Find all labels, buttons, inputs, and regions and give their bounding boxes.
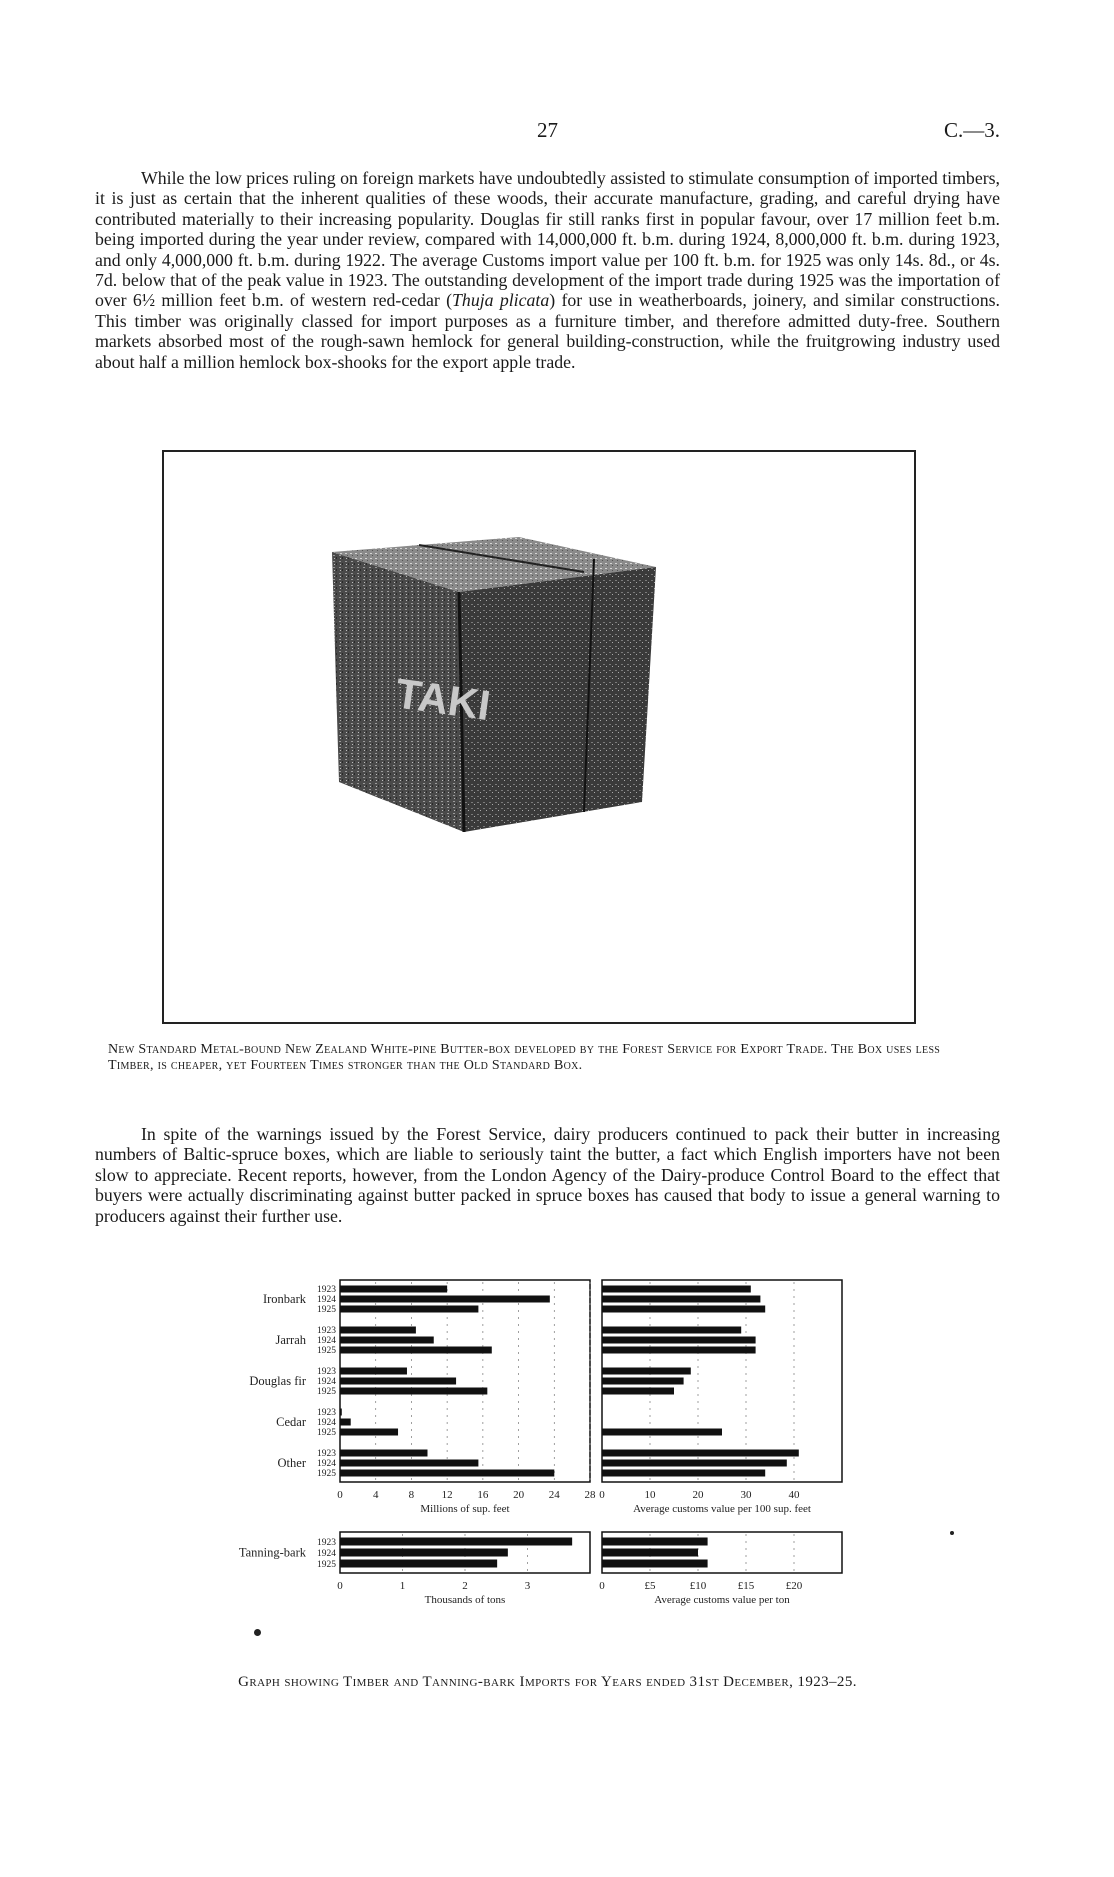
- x-tick-label: 12: [441, 1489, 453, 1501]
- category-label: Douglas fir: [249, 1374, 306, 1388]
- year-label: 1925: [317, 1387, 336, 1397]
- year-label: 1923: [317, 1449, 336, 1459]
- year-label: 1923: [317, 1285, 336, 1295]
- x-tick-label: 4: [372, 1489, 379, 1501]
- bar: [602, 1429, 722, 1436]
- year-label: 1924: [317, 1549, 336, 1559]
- photo-caption: New Standard Metal-bound New Zealand White-pine Butter-box developed by the Forest Service for Export Trade. The Box uses less Timber, is cheaper, yet Fourteen Times stronger than the Old Standard Box.: [108, 1042, 941, 1073]
- page-header: [95, 118, 1000, 142]
- x-axis-label: Millions of sup. feet: [420, 1503, 510, 1515]
- bar: [602, 1460, 787, 1467]
- bar: [340, 1549, 508, 1557]
- year-label: 1925: [317, 1428, 336, 1438]
- page-number: 27: [537, 118, 558, 142]
- x-tick-label: 16: [477, 1489, 489, 1501]
- bar: [340, 1419, 351, 1426]
- bar: [602, 1327, 741, 1334]
- bar: [340, 1378, 456, 1385]
- year-label: 1924: [317, 1459, 336, 1469]
- year-label: 1924: [317, 1336, 336, 1346]
- x-tick-label: 20: [513, 1489, 525, 1501]
- bar: [340, 1429, 398, 1436]
- category-label: Ironbark: [262, 1292, 306, 1306]
- year-label: 1924: [317, 1377, 336, 1387]
- bar: [602, 1368, 691, 1375]
- x-tick-label: 1: [399, 1580, 406, 1592]
- bar: [340, 1560, 497, 1568]
- year-label: 1925: [317, 1346, 336, 1356]
- bar: [340, 1327, 416, 1334]
- bar: [340, 1409, 342, 1416]
- paragraph-imports: [95, 168, 1000, 372]
- butter-box-photo: [162, 450, 916, 1024]
- bar: [340, 1368, 407, 1375]
- x-tick-label: 0: [337, 1580, 343, 1592]
- x-tick-label: £5: [644, 1580, 656, 1592]
- bar: [602, 1337, 756, 1344]
- year-label: 1923: [317, 1408, 336, 1418]
- paragraph-text-a: While the low prices ruling on foreign markets have undoubtedly assisted to stimulate consumption of imported timbers, it is just as certain that the inherent qualities of these woods, their accurate manufacture, grading, and careful drying have contributed materially to their increasing popularity. Douglas fir still ranks first in popular favour, over 17 million feet b.m. being imported during the year under review, compared with 14,000,000 ft. b.m. during 1924, 8,000,000 ft. b.m. during 1923, and only 4,000,000 ft. b.m. during 1922. The average Customs import value per 100 ft. b.m. for 1925 was only 14s. 8d., or 4s. 7d. below that of the peak value in 1923. The outstanding development of the import trade during 1925 was the importation of over 6½ million feet b.m. of western red-cedar (: [95, 168, 1000, 311]
- bar: [340, 1538, 572, 1546]
- bar: [602, 1347, 756, 1354]
- bar: [340, 1286, 447, 1293]
- year-label: 1924: [317, 1418, 336, 1428]
- box-label: TAKI: [392, 669, 494, 730]
- bar: [340, 1296, 550, 1303]
- category-label: Other: [277, 1456, 306, 1470]
- bar: [602, 1538, 708, 1546]
- x-axis-label: Average customs value per ton: [654, 1594, 790, 1606]
- paragraph-butter-boxes: In spite of the warnings issued by the Forest Service, dairy producers continued to pack their butter in increasing numbers of Baltic-spruce boxes, which are liable to seriously taint the butter, a fact which English importers have not been slow to appreciate. Recent reports, however, from the London Agency of the Dairy-produce Control Board to the effect that buyers were actually discriminating against butter packed in spruce boxes has caused that body to issue a general warning to producers against their further use.: [95, 1124, 1000, 1226]
- bar: [602, 1549, 698, 1557]
- stray-mark: [254, 1629, 261, 1636]
- document-reference: C.—3.: [943, 118, 1000, 142]
- bar: [602, 1470, 765, 1477]
- x-axis-label: Thousands of tons: [424, 1594, 506, 1606]
- bar: [602, 1286, 751, 1293]
- year-label: 1923: [317, 1538, 336, 1548]
- species-name: Thuja plicata: [452, 290, 550, 311]
- bar: [340, 1388, 487, 1395]
- bar: [340, 1337, 434, 1344]
- x-axis-label: Average customs value per 100 sup. feet: [633, 1503, 811, 1515]
- butter-box-illustration: [164, 452, 914, 1022]
- bark-chart-group: [239, 1532, 842, 1606]
- bar: [340, 1450, 428, 1457]
- x-tick-label: 0: [599, 1489, 605, 1501]
- stray-mark: [950, 1531, 954, 1535]
- x-tick-label: 0: [599, 1580, 605, 1592]
- bar: [602, 1560, 708, 1568]
- paragraph-text-b: ) for use in weatherboards, joinery, and similar constructions. This timber was originally classed for import purposes as a furniture timber, and therefore admitted duty-free. Southern markets absorbed most of the rough-sawn hemlock for general building-construction, while the fruitgrowing industry used about half a million hemlock box-shooks for the export apple trade.: [95, 290, 1000, 372]
- bar: [602, 1306, 765, 1313]
- year-label: 1925: [317, 1560, 336, 1570]
- year-label: 1923: [317, 1326, 336, 1336]
- bar: [602, 1388, 674, 1395]
- imports-graph: [210, 1278, 850, 1658]
- x-tick-label: 3: [524, 1580, 531, 1592]
- x-tick-label: 0: [337, 1489, 343, 1501]
- bar: [340, 1347, 492, 1354]
- x-tick-label: £15: [737, 1580, 755, 1592]
- x-tick-label: £20: [785, 1580, 803, 1592]
- timber-chart-group: [249, 1280, 842, 1515]
- x-tick-label: 30: [740, 1489, 752, 1501]
- bar: [340, 1306, 478, 1313]
- bar: [602, 1378, 684, 1385]
- x-tick-label: 8: [408, 1489, 415, 1501]
- year-label: 1924: [317, 1295, 336, 1305]
- x-tick-label: 20: [692, 1489, 704, 1501]
- bar: [340, 1460, 478, 1467]
- category-label: Jarrah: [275, 1333, 306, 1347]
- x-tick-label: 40: [788, 1489, 800, 1501]
- x-tick-label: 10: [644, 1489, 656, 1501]
- year-label: 1925: [317, 1469, 336, 1479]
- year-label: 1923: [317, 1367, 336, 1377]
- graph-caption: Graph showing Timber and Tanning-bark Imports for Years ended 31st December, 1923–25.: [238, 1674, 857, 1690]
- bar: [340, 1470, 554, 1477]
- bar: [602, 1450, 799, 1457]
- x-tick-label: £10: [689, 1580, 707, 1592]
- year-label: 1925: [317, 1305, 336, 1315]
- category-label: Cedar: [276, 1415, 306, 1429]
- bar: [602, 1296, 760, 1303]
- x-tick-label: 28: [584, 1489, 596, 1501]
- x-tick-label: 2: [462, 1580, 468, 1592]
- category-label: Tanning-bark: [238, 1545, 306, 1560]
- x-tick-label: 24: [548, 1489, 560, 1501]
